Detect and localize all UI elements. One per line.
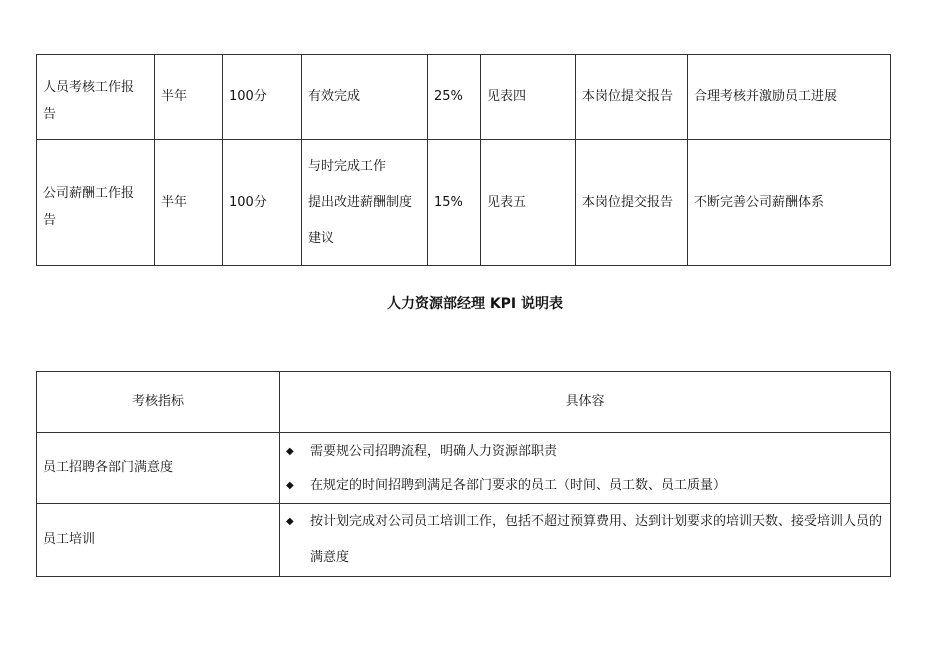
weight-cell: 15% — [428, 140, 481, 266]
bullet-item — [286, 470, 884, 502]
content-cell — [280, 504, 891, 577]
reference-cell: 见表四 — [481, 55, 576, 140]
report-name-line: 告 — [43, 212, 57, 228]
diamond-bullet-icon: ◆ — [286, 480, 294, 491]
score-cell: 100分 — [223, 55, 302, 140]
header-content: 具体容 — [280, 372, 891, 433]
reference-cell: 见表五 — [481, 140, 576, 266]
table-row — [37, 433, 891, 504]
standard-line: 与时完成工作 — [308, 158, 387, 174]
diamond-bullet-icon: ◆ — [286, 446, 294, 457]
weight-cell: 25% — [428, 55, 481, 140]
report-name-cell — [37, 55, 155, 140]
table-row — [37, 140, 891, 266]
bullet-text: 需要规公司招聘流程，明确人力资源部职责 — [310, 444, 558, 459]
report-name-line: 人员考核工作报 — [43, 80, 135, 95]
report-name-line: 公司薪酬工作报 — [43, 185, 135, 201]
indicator-cell: 员工培训 — [37, 504, 280, 577]
table-header-row — [37, 372, 891, 433]
kpi-table-title: 人力资源部经理 KPI 说明表 — [386, 296, 564, 312]
goal-cell: 合理考核并激励员工进展 — [688, 55, 891, 140]
report-table — [36, 54, 891, 266]
standard-cell: 有效完成 — [302, 55, 428, 140]
bullet-item — [286, 504, 884, 576]
goal-cell: 不断完善公司薪酬体系 — [688, 140, 891, 266]
bullet-text: 在规定的时间招聘到满足各部门要求的员工（时间、员工数、员工质量） — [310, 478, 727, 493]
indicator-cell: 员工招聘各部门满意度 — [37, 433, 280, 504]
standard-line: 建议 — [308, 230, 335, 246]
standard-cell — [302, 140, 428, 266]
score-cell: 100分 — [223, 140, 302, 266]
bullet-item — [286, 434, 884, 470]
report-name-line: 告 — [43, 107, 57, 122]
period-cell: 半年 — [155, 55, 223, 140]
submit-cell: 本岗位提交报告 — [576, 140, 688, 266]
kpi-table — [36, 371, 891, 577]
submit-cell: 本岗位提交报告 — [576, 55, 688, 140]
header-indicator: 考核指标 — [37, 372, 280, 433]
period-cell: 半年 — [155, 140, 223, 266]
standard-line: 提出改进薪酬制度 — [308, 194, 413, 210]
bullet-text: 按计划完成对公司员工培训工作，包括不超过预算费用、达到计划要求的培训天数、接受培训人员的满意度 — [310, 514, 883, 565]
table-row — [37, 504, 891, 577]
diamond-bullet-icon: ◆ — [286, 516, 294, 527]
table-row — [37, 55, 891, 140]
report-name-cell — [37, 140, 155, 266]
content-cell — [280, 433, 891, 504]
